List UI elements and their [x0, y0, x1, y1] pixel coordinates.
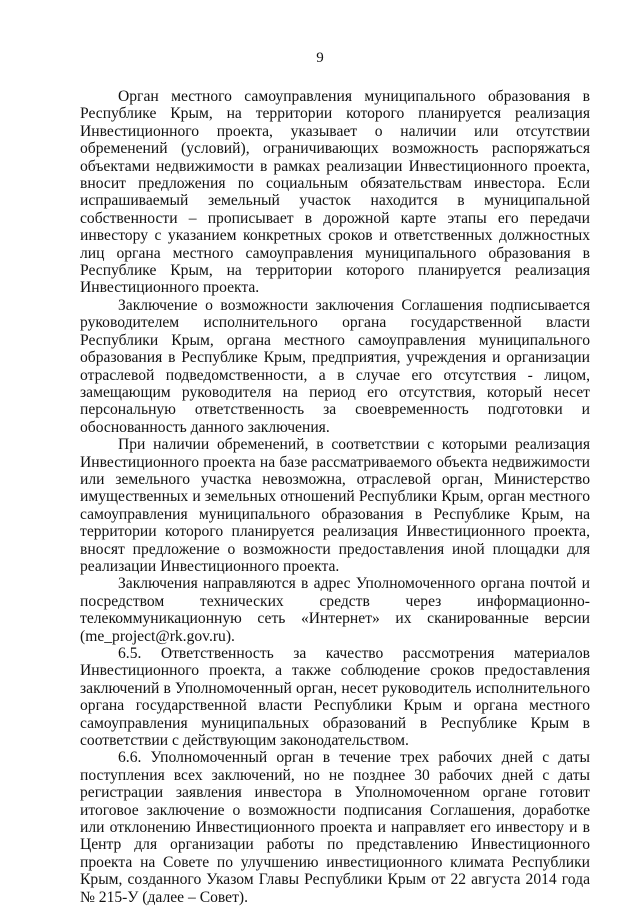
- document-body: [80, 88, 590, 906]
- paragraph-alternative-site: При наличии обременений, в соответствии с которыми реализация Инвестиционного проекта на базе рассматриваемого объекта недвижимости или земельного участка невозможна, отраслевой орган, Министерство имущественных и земельных отношений Республики Крым, орган местного самоуправления муниципального образования в Республике Крым, на территории которого планируется реализация Инвестиционного проекта, вносят предложение о возможности предоставления иной площадки для реализации Инвестиционного проекта.: [80, 436, 590, 575]
- paragraph-signing-conclusion: Заключение о возможности заключения Соглашения подписывается руководителем исполнительного органа государственной власти Республики Крым, органа местного самоуправления муниципального образования в Республике Крым, предприятия, учреждения и организации отраслевой подведомственности, а в случае его отсутствия - лицом, замещающим руководителя на период его отсутствия, который несет персональную ответственность за своевременность подготовки и обоснованность данного заключения.: [80, 296, 590, 436]
- paragraph-section-6-6: 6.6. Уполномоченный орган в течение трех рабочих дней с даты поступления всех заключений, но не позднее 30 рабочих дней с даты регистрации заявления инвестора в Уполномоченном органе готовит итоговое заключение о возможности подписания Соглашения, доработке или отклонению Инвестиционного проекта и направляет его инвестору и в Центр для организации работы по представлению Инвестиционного проекта на Совете по улучшению инвестиционного климата Республики Крым, созданного Указом Главы Республики Крым от 22 августа 2014 года № 215-У (далее – Совет).: [80, 749, 590, 906]
- paragraph-encumbrance-info: Орган местного самоуправления муниципального образования в Республике Крым, на территории которого планируется реализация Инвестиционного проекта, указывает о наличии или отсутствии обременений (условий), ограничивающих возможность распоряжаться объектами недвижимости в рамках реализации Инвестиционного проекта, вносит предложения по социальным обязательствам инвестора. Если испрашиваемый земельный участок находится в муниципальной собственности – прописывает в дорожной карте этапы его передачи инвестору с указанием конкретных сроков и ответственных должностных лиц органа местного самоуправления муниципального образования в Республике Крым, на территории которого планируется реализация Инвестиционного проекта.: [80, 88, 590, 297]
- page-number: 9: [316, 50, 324, 66]
- paragraph-section-6-5: 6.5. Ответственность за качество рассмотрения материалов Инвестиционного проекта, а также соблюдение сроков предоставления заключений в Уполномоченный орган, несет руководитель исполнительного органа государственной власти Республики Крым и органа местного самоуправления муниципальных образований в Республике Крым в соответствии с действующим законодательством.: [80, 645, 590, 750]
- paragraph-submission-channels: Заключения направляются в адрес Уполномоченного органа почтой и посредством технических средств через информационно-телекоммуникационную сеть «Интернет» их сканированные версии (me_project@rk.gov.ru).: [80, 575, 590, 645]
